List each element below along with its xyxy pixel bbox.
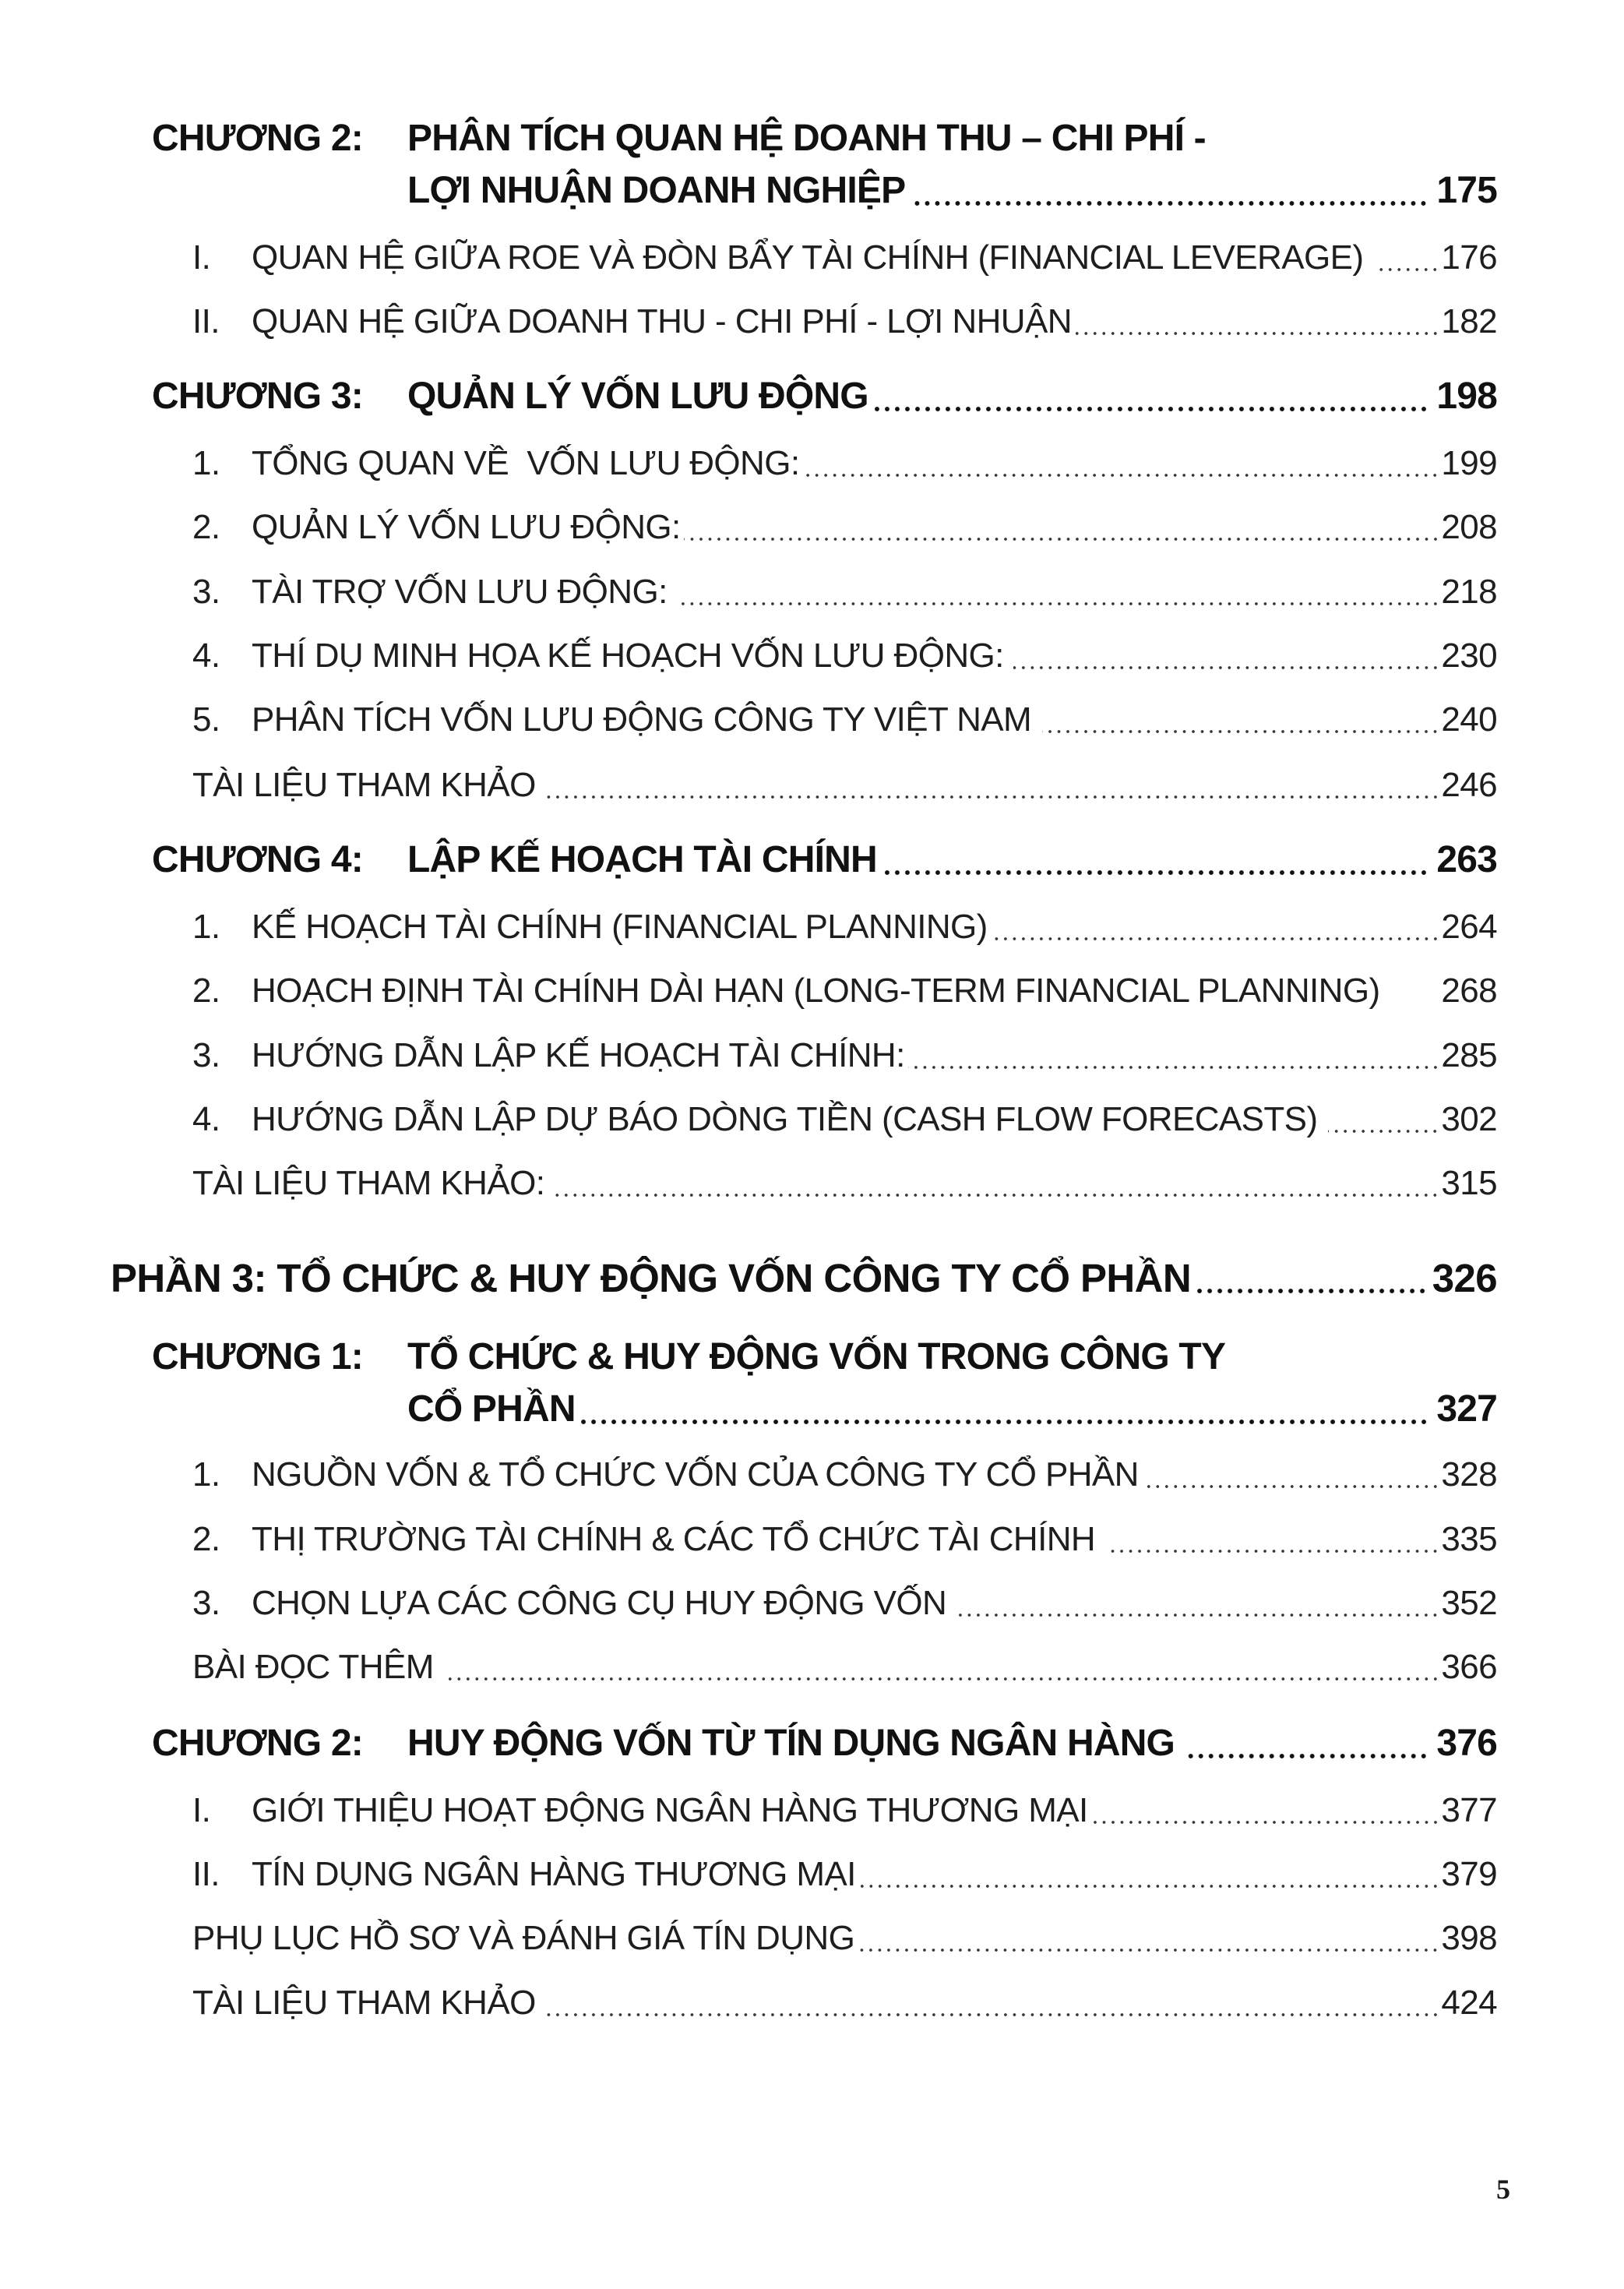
page-number-ref: 230 — [1441, 637, 1497, 675]
entry-number: II. — [192, 302, 220, 340]
leader-dots — [1042, 697, 1439, 743]
leader-dots — [577, 1386, 1429, 1433]
entry-number: 1. — [192, 444, 220, 482]
toc-entry[interactable] — [192, 1787, 1497, 1834]
page-number-ref: 327 — [1436, 1388, 1497, 1430]
page-number-ref: 182 — [1441, 302, 1497, 340]
leader-dots — [957, 1580, 1439, 1627]
toc-entry-further-reading[interactable] — [192, 1644, 1497, 1691]
page-number-ref: 328 — [1441, 1455, 1497, 1494]
page-number-ref: 302 — [1441, 1100, 1497, 1138]
entry-title: TÀI TRỢ VỐN LƯU ĐỘNG: — [252, 573, 668, 611]
entry-number: 5. — [192, 700, 220, 739]
toc-entry[interactable] — [192, 1580, 1497, 1627]
entry-title: CHỌN LỰA CÁC CÔNG CỤ HUY ĐỘNG VỐN — [252, 1584, 947, 1622]
page-number-ref: 268 — [1441, 972, 1497, 1010]
chapter-label: CHƯƠNG 4: — [152, 839, 363, 880]
chapter-title: CỔ PHẦN — [407, 1388, 576, 1430]
page-number-ref: 218 — [1441, 573, 1497, 611]
leader-dots — [445, 1644, 1440, 1691]
toc-entry[interactable] — [192, 968, 1497, 1014]
leader-dots — [858, 1915, 1439, 1962]
chapter-label: CHƯƠNG 2: — [152, 1723, 363, 1764]
entry-title: QUẢN LÝ VỐN LƯU ĐỘNG: — [252, 508, 681, 546]
page-number-ref: 376 — [1436, 1723, 1497, 1764]
toc-entry[interactable] — [192, 1451, 1497, 1498]
entry-number: 3. — [192, 1036, 220, 1074]
leader-dots — [991, 904, 1440, 951]
page-number-ref: 176 — [1441, 238, 1497, 277]
toc-entry[interactable] — [192, 1096, 1497, 1143]
entry-number: I. — [192, 238, 211, 277]
page-number-ref: 424 — [1441, 1984, 1497, 2022]
page-number-ref: 199 — [1441, 444, 1497, 482]
entry-title: TÀI LIỆU THAM KHẢO: — [192, 1164, 545, 1202]
entry-title: HƯỚNG DẪN LẬP DỰ BÁO DÒNG TIỀN (CASH FLOW FORECASTS) — [252, 1100, 1318, 1138]
page-number: 5 — [1496, 2174, 1510, 2205]
leader-dots — [1374, 235, 1439, 281]
leader-dots — [1328, 1096, 1439, 1143]
page-number-ref: 175 — [1436, 170, 1497, 211]
toc-entry-references[interactable] — [192, 1980, 1497, 2026]
leader-dots — [1185, 1720, 1428, 1767]
toc-chapter-heading[interactable] — [152, 1720, 1497, 1767]
entry-title: TÍN DỤNG NGÂN HÀNG THƯƠNG MẠI — [252, 1855, 856, 1893]
toc-entry-appendix[interactable] — [192, 1915, 1497, 1962]
toc-entry-references[interactable] — [192, 1160, 1497, 1207]
entry-title: TÀI LIỆU THAM KHẢO — [192, 766, 536, 804]
entry-title: NGUỒN VỐN & TỔ CHỨC VỐN CỦA CÔNG TY CỔ PHẦN — [252, 1455, 1139, 1494]
toc-entry[interactable] — [192, 235, 1497, 281]
toc-chapter-heading[interactable] — [152, 837, 1497, 884]
leader-dots — [554, 1160, 1439, 1207]
page-number-ref: 377 — [1441, 1791, 1497, 1829]
chapter-title: LẬP KẾ HOẠCH TÀI CHÍNH — [407, 839, 877, 880]
entry-number: 4. — [192, 637, 220, 675]
page-number-ref: 335 — [1441, 1520, 1497, 1558]
entry-title: PHỤ LỤC HỒ SƠ VÀ ĐÁNH GIÁ TÍN DỤNG — [192, 1919, 855, 1957]
leader-dots — [547, 762, 1440, 809]
chapter-title: PHÂN TÍCH QUAN HỆ DOANH THU – CHI PHÍ - — [407, 118, 1206, 159]
page-number-ref: 246 — [1441, 766, 1497, 804]
toc-entry[interactable] — [192, 504, 1497, 551]
page-number-ref: 352 — [1441, 1584, 1497, 1622]
entry-number: 3. — [192, 573, 220, 611]
page-number-ref: 366 — [1441, 1648, 1497, 1686]
entry-title: THÍ DỤ MINH HỌA KẾ HOẠCH VỐN LƯU ĐỘNG: — [252, 637, 1004, 675]
toc-entry[interactable] — [192, 1851, 1497, 1898]
leader-dots — [910, 168, 1428, 214]
chapter-title: LỢI NHUẬN DOANH NGHIỆP — [407, 170, 906, 211]
toc-entry[interactable] — [192, 904, 1497, 951]
toc-chapter-heading[interactable] — [152, 373, 1497, 420]
toc-entry[interactable] — [192, 440, 1497, 487]
entry-title: THỊ TRƯỜNG TÀI CHÍNH & CÁC TỔ CHỨC TÀI CHÍNH — [252, 1520, 1096, 1558]
page-number-ref: 315 — [1441, 1164, 1497, 1202]
entry-title: KẾ HOẠCH TÀI CHÍNH (FINANCIAL PLANNING) — [252, 908, 988, 946]
toc-entry[interactable] — [192, 1516, 1497, 1563]
toc-entry[interactable] — [192, 569, 1497, 615]
leader-dots — [908, 1032, 1440, 1079]
entry-title: QUAN HỆ GIỮA DOANH THU - CHI PHÍ - LỢI NHUẬN — [252, 302, 1072, 340]
chapter-label: CHƯƠNG 1: — [152, 1336, 363, 1377]
page-number-ref: 263 — [1436, 839, 1497, 880]
entry-number: 2. — [192, 508, 220, 546]
toc-chapter-heading-continued[interactable] — [152, 1386, 1497, 1433]
toc-entry[interactable] — [192, 298, 1497, 345]
leader-dots — [678, 569, 1440, 615]
chapter-label: CHƯƠNG 3: — [152, 376, 363, 417]
toc-entry[interactable] — [192, 633, 1497, 679]
leader-dots — [1192, 1254, 1428, 1303]
leader-dots — [802, 440, 1439, 487]
entry-number: 3. — [192, 1584, 220, 1622]
leader-dots — [1106, 1516, 1439, 1563]
leader-dots — [1091, 1787, 1440, 1834]
indent-spacer — [152, 168, 407, 214]
entry-number: I. — [192, 1791, 211, 1829]
entry-title: HƯỚNG DẪN LẬP KẾ HOẠCH TÀI CHÍNH: — [252, 1036, 905, 1074]
entry-number: 2. — [192, 972, 220, 1010]
toc-entry[interactable] — [192, 697, 1497, 743]
entry-title: TÀI LIỆU THAM KHẢO — [192, 1984, 536, 2022]
toc-entry[interactable] — [192, 1032, 1497, 1079]
spacer — [1380, 968, 1442, 1014]
toc-chapter-heading[interactable] — [152, 115, 1497, 162]
entry-title: HOẠCH ĐỊNH TÀI CHÍNH DÀI HẠN (LONG-TERM FINANCIAL PLANNING) — [252, 972, 1380, 1010]
entry-title: TỔNG QUAN VỀ VỐN LƯU ĐỘNG: — [252, 444, 800, 482]
entry-number: 1. — [192, 1455, 220, 1494]
chapter-title: TỔ CHỨC & HUY ĐỘNG VỐN TRONG CÔNG TY — [407, 1336, 1226, 1377]
leader-dots — [882, 837, 1428, 884]
toc-chapter-heading-continued[interactable] — [152, 168, 1497, 214]
page-number-ref: 208 — [1441, 508, 1497, 546]
page-number-ref: 240 — [1441, 700, 1497, 739]
part-title: PHẦN 3: TỔ CHỨC & HUY ĐỘNG VỐN CÔNG TY CỔ PHẦN — [111, 1256, 1192, 1300]
entry-title: PHÂN TÍCH VỐN LƯU ĐỘNG CÔNG TY VIỆT NAM — [252, 700, 1032, 739]
page-number-ref: 198 — [1436, 376, 1497, 417]
leader-dots — [873, 373, 1428, 420]
leader-dots — [1075, 298, 1440, 345]
indent-spacer — [152, 1386, 407, 1433]
page-number-ref: 379 — [1441, 1855, 1497, 1893]
entry-number: II. — [192, 1855, 220, 1893]
page-number-ref: 398 — [1441, 1919, 1497, 1957]
entry-number: 2. — [192, 1520, 220, 1558]
entry-number: 1. — [192, 908, 220, 946]
entry-title: QUAN HỆ GIỮA ROE VÀ ĐÒN BẨY TÀI CHÍNH (FINANCIAL LEVERAGE) — [252, 238, 1364, 277]
leader-dots — [684, 504, 1440, 551]
chapter-title: HUY ĐỘNG VỐN TỪ TÍN DỤNG NGÂN HÀNG — [407, 1723, 1175, 1764]
toc-part-heading[interactable] — [111, 1254, 1497, 1303]
leader-dots — [547, 1980, 1440, 2026]
leader-dots — [1013, 633, 1440, 679]
toc-chapter-heading[interactable] — [152, 1334, 1497, 1381]
entry-number: 4. — [192, 1100, 220, 1138]
chapter-label: CHƯƠNG 2: — [152, 118, 363, 159]
toc-entry-references[interactable] — [192, 762, 1497, 809]
entry-title: BÀI ĐỌC THÊM — [192, 1648, 434, 1686]
page-number-ref: 285 — [1441, 1036, 1497, 1074]
page-number-ref: 264 — [1441, 908, 1497, 946]
entry-title: GIỚI THIỆU HOẠT ĐỘNG NGÂN HÀNG THƯƠNG MẠI — [252, 1791, 1088, 1829]
leader-dots — [1142, 1451, 1440, 1498]
page-number-ref: 326 — [1432, 1256, 1497, 1300]
leader-dots — [859, 1851, 1440, 1898]
chapter-title: QUẢN LÝ VỐN LƯU ĐỘNG — [407, 376, 868, 417]
